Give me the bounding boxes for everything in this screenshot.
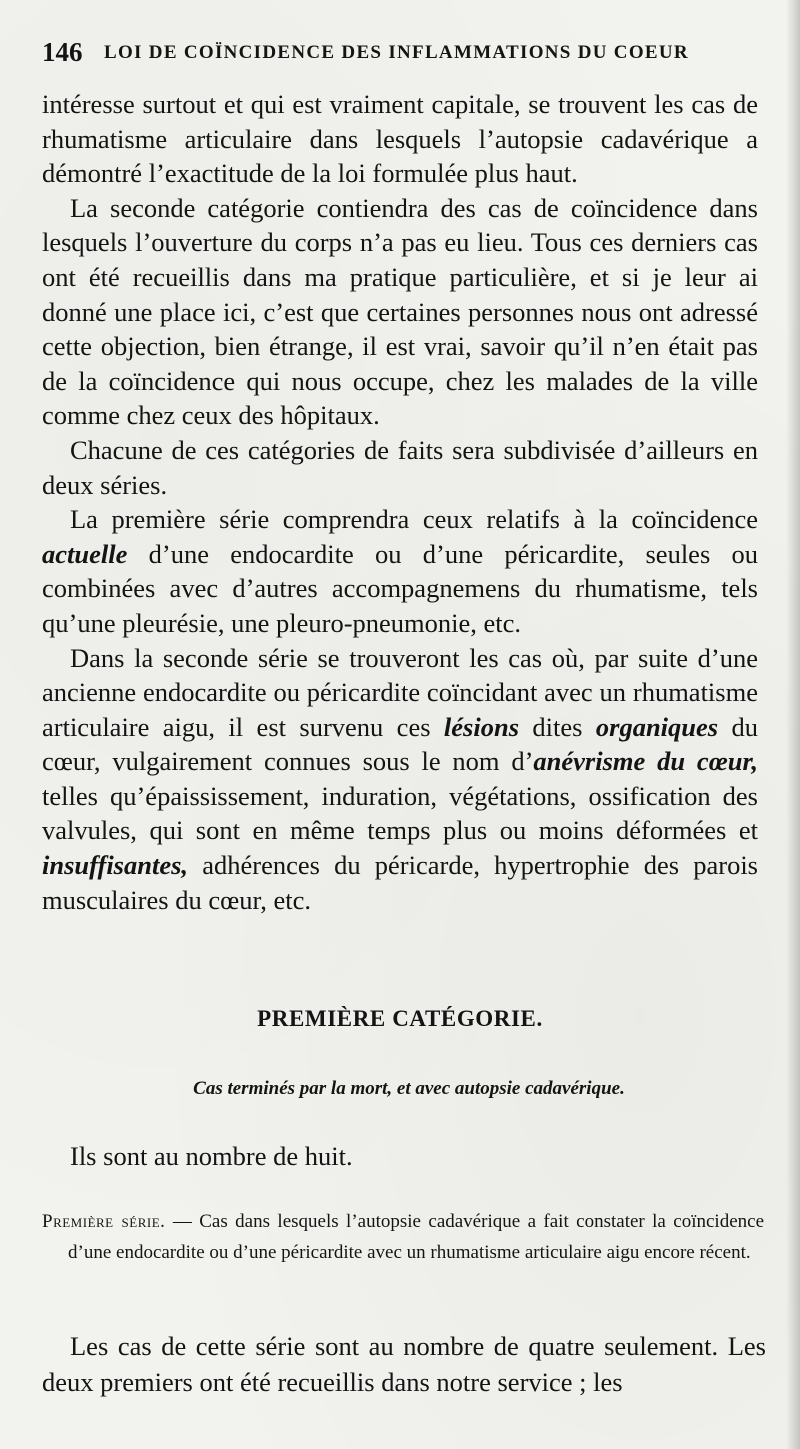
paragraph-4	[42, 502, 758, 640]
series-paragraph	[42, 1206, 764, 1268]
paragraph-4-text-1: La première série comprendra ceux relatifs à la coïncidence	[70, 504, 758, 535]
emphasis-anevrisme: anévrisme du cœur,	[533, 746, 758, 777]
final-paragraph-block	[42, 1328, 766, 1400]
running-title: LOI DE COÏNCIDENCE DES INFLAMMATIONS DU COEUR	[104, 42, 689, 63]
series-text: — Cas dans lesquels l’autopsie cadavérique a fait constater la coïncidence d’une endocardite ou d’une péricardite avec un rhumatisme articulaire aigu encore récent.	[68, 1211, 765, 1263]
paragraph-5-text-5: adhérences du péricarde, hypertrophie des parois musculaires du cœur, etc.	[42, 850, 758, 915]
emphasis-actuelle: actuelle	[42, 538, 128, 569]
series-label: Première série.	[42, 1211, 166, 1232]
final-paragraph: Les cas de cette série sont au nombre de quatre seulement. Les deux premiers ont été recueillis dans notre service ; les	[42, 1331, 766, 1397]
paragraph-5-text-4: telles qu’épaississement, induration, végétations, ossification des valvules, qui sont en même temps plus ou moins déformées et	[42, 780, 758, 846]
paragraph-4-text-2: d’une endocardite ou d’une péricardite, seules ou combinées avec d’autres accompagnemens du rhumatisme, tels qu’une pleurésie, une pleuro-pneumonie, etc.	[42, 538, 758, 638]
emphasis-organiques: organiques	[595, 711, 719, 742]
emphasis-insuffisantes: insuffisantes,	[42, 850, 189, 881]
paragraph-5-text-1: Dans la seconde série se trouveront les cas où, par suite d’une ancienne endocardite ou péricardite coïncidant avec un rhumatisme articulaire aigu, il est survenu ces	[42, 642, 758, 742]
paragraph-5-text-2: dites	[519, 711, 596, 742]
paragraph-2: La seconde catégorie contiendra des cas de coïncidence dans lesquels l’ouverture du corps n’a pas eu lieu. Tous ces derniers cas ont été recueillis dans ma pratique particulière, et si je leur ai donné une place ici, c’est que certaines personnes nous ont adressé cette objection, bien étrange, il est vrai, savoir qu’il n’en était pas de la coïncidence qui nous occupe, chez les malades de la ville comme chez ceux des hôpitaux.	[42, 192, 758, 431]
series-block	[42, 1206, 764, 1268]
body-text	[42, 87, 758, 917]
page-number: 146	[42, 37, 83, 67]
section-subheading: Cas terminés par la mort, et avec autopsie cadavérique.	[193, 1078, 625, 1099]
page-header	[42, 36, 762, 68]
paragraph-5-text-3: du cœur, vulgairement connues sous le nom d’	[42, 711, 759, 777]
page-edge-shadow	[786, 0, 800, 1449]
emphasis-lesions: lésions	[443, 711, 520, 742]
paragraph-3: Chacune de ces catégories de faits sera subdivisée d’ailleurs en deux séries.	[42, 434, 758, 500]
count-line: Ils sont au nombre de huit.	[70, 1141, 353, 1171]
section-heading: PREMIÈRE CATÉGORIE.	[257, 1006, 543, 1031]
paragraph-5	[42, 641, 758, 918]
paragraph-1: intéresse surtout et qui est vraiment capitale, se trouvent les cas de rhumatisme articulaire dans lesquels l’autopsie cadavérique a démontré l’exactitude de la loi formulée plus haut.	[42, 89, 758, 189]
